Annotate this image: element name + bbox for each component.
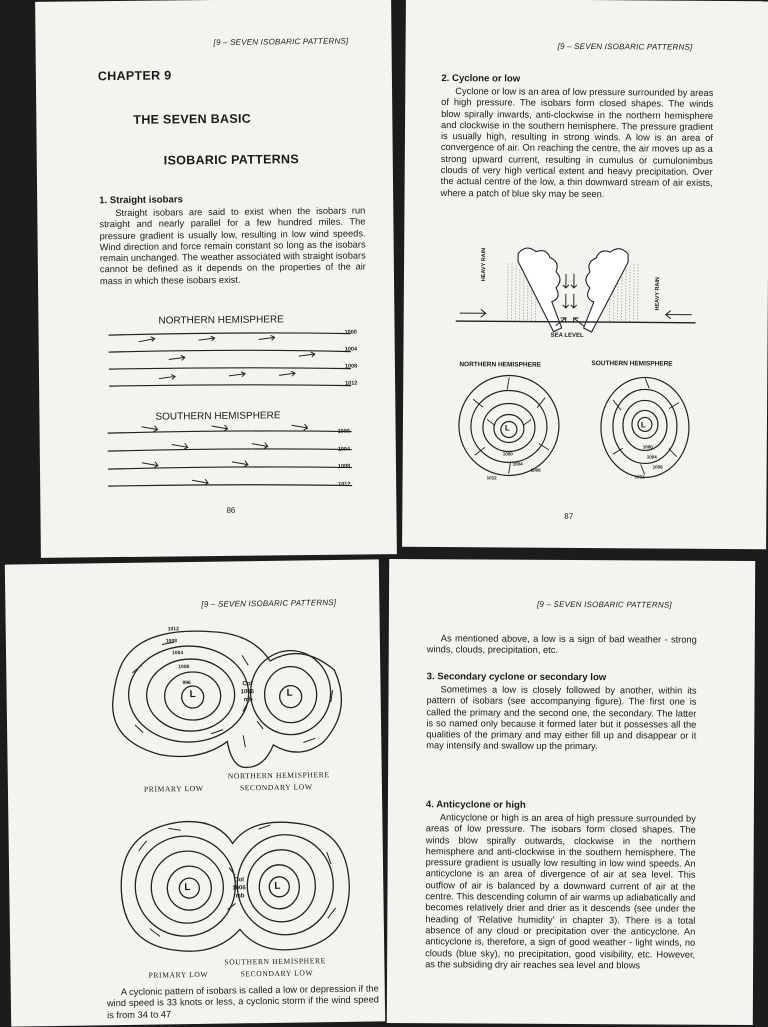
isobar-label: 1012	[167, 626, 179, 633]
section-text: Anticyclone or high is an area of high pressure surrounded by areas of low pressure. The isobars form closed shapes. The winds blow spirally outwards, clockwise in the northern hemisphere and anti-clockwise in the southern hemisphere. The pressure gradient is usually low resulting in low wind speeds. An anticyclone is an area of divergence of air at sea level. This outflow of air is balanced by a downward current of air at the centre. This descending column of air warms up adiabatically and becomes relatively drier and drier as it descends (see under the heading of 'Relative humidity' in chapter 3). There is a total absence of any cloud or precipitation over the anticyclone. An anticyclone is, therefore, a sign of good weather - light winds, no clouds (blue sky), no precipitation, good visibility, etc. However, as the subsiding dry air reaches sea level and blows	[425, 812, 696, 971]
col-label: Col	[234, 877, 244, 884]
southern-hemisphere-label: SOUTHERN HEMISPHERE	[591, 360, 673, 368]
section-heading: 2. Cyclone or low	[441, 72, 521, 85]
heavy-rain-label: HEAVY RAIN	[480, 247, 488, 282]
secondary-low-north-figure	[102, 620, 354, 773]
secondary-low-centre: L	[286, 687, 293, 699]
isobar-label: 1012	[634, 474, 645, 480]
isobar-label: 1000	[344, 329, 357, 336]
isobar-label: 1000	[502, 451, 513, 457]
isobar-label: 1000	[337, 428, 350, 435]
northern-hemisphere-label: NORTHERN HEMISPHERE	[158, 314, 284, 327]
section-heading: 4. Anticyclone or high	[425, 799, 526, 811]
heavy-rain-label: HEAVY RAIN	[654, 277, 661, 311]
low-centre-label: L	[504, 423, 510, 433]
isobar-label: 1012	[338, 481, 351, 488]
isobar-label: 1008	[337, 463, 351, 470]
col-value: 1006	[240, 689, 254, 696]
page-number: 86	[226, 505, 236, 515]
page-86	[35, 0, 397, 558]
primary-low-centre: L	[189, 688, 196, 701]
isobar-label: 1004	[512, 461, 523, 467]
section-text: Straight isobars are said to exist when the isobars run straight and nearly parallel for a few hundred miles. The pressure gradient is usually low, resulting in low wind speeds. Wind direction and force remain constant so long as the isobars remain unchanged. The weather associated with straight isobars cannot be defined as it depends on the properties of the air mass in which these isobars exist.	[99, 205, 366, 286]
chapter-title-line-1: THE SEVEN BASIC	[133, 111, 252, 127]
sea-level-label: SEA LEVEL	[550, 332, 584, 339]
primary-low-centre: L	[184, 882, 191, 894]
northern-hemisphere-label: NORTHERN HEMISPHERE	[459, 361, 542, 369]
section-heading: 1. Straight isobars	[99, 194, 183, 207]
page-87	[402, 0, 768, 549]
isobar-label: 996	[182, 680, 191, 687]
low-centre-label: L	[640, 420, 646, 430]
isobar-label: 1004	[646, 454, 657, 460]
hemisphere-label: SOUTHERN HEMISPHERE	[224, 956, 326, 967]
running-head: [9 – SEVEN ISOBARIC PATTERNS]	[213, 36, 349, 48]
isobar-label: 1004	[337, 446, 351, 453]
southern-hemisphere-label: SOUTHERN HEMISPHERE	[155, 410, 281, 423]
chapter-label: CHAPTER 9	[97, 68, 172, 84]
primary-low-label: PRIMARY LOW	[143, 783, 204, 794]
isobar-label: 1008	[652, 464, 663, 470]
isobar-label: 1012	[486, 475, 497, 481]
hemisphere-label: NORTHERN HEMISPHERE	[227, 770, 330, 781]
isobar-label: 1000	[642, 444, 653, 450]
secondary-low-label: SECONDARY LOW	[240, 968, 314, 979]
running-head: [9 – SEVEN ISOBARIC PATTERNS]	[201, 598, 337, 609]
section-heading: 3. Secondary cyclone or secondary low	[426, 671, 607, 684]
secondary-low-centre: L	[274, 880, 281, 892]
col-unit: mb	[235, 893, 245, 900]
page-number: 87	[564, 511, 574, 521]
primary-low-label: PRIMARY LOW	[148, 969, 209, 980]
running-head: [9 – SEVEN ISOBARIC PATTERNS]	[536, 599, 672, 610]
isobar-label: 1004	[344, 346, 358, 353]
isobar-label: 1004	[172, 650, 184, 657]
col-value: 1006	[232, 885, 246, 892]
secondary-low-label: SECONDARY LOW	[239, 782, 313, 793]
section-text: Cyclone or low is an area of low pressure surrounded by areas of high pressure. The isobars form closed shapes. The winds blow spirally inwards, anti-clockwise in the northern hemisphere and clockwise in the southern hemisphere. The pressure gradient is usually high, resulting in strong winds. A low is an area of convergence of air. On reaching the centre, the air moves up as a strong upward current, resulting in cumulus or cumulonimbus clouds of very high vertical extent and heavy precipitation. Over the actual centre of the low, a thin downward stream of air exists, where a patch of blue sky may be seen.	[440, 86, 714, 199]
chapter-title-line-2: ISOBARIC PATTERNS	[163, 152, 300, 168]
isobar-label: 1008	[344, 363, 358, 370]
page-88	[5, 559, 385, 1026]
col-label: Col	[242, 681, 253, 688]
section-text: Sometimes a low is closely followed by another, within its pattern of isobars (see accompanying figure). The first one is called the primary and the second one, the secondary. The latter is so named only because it formed later but it possesses all the qualities of the primary and may either fill up and disappear or it may intensify and swallow up the primary.	[426, 684, 697, 752]
bottom-text: A cyclonic pattern of isobars is called a low or depression if the wind speed is 33 knots or less, a cyclonic storm if the wind speed is from 34 to 47	[106, 983, 379, 1020]
isobar-label: 1012	[345, 380, 358, 387]
isobar-label: 1008	[530, 467, 541, 473]
page-89	[387, 559, 755, 1025]
col-unit: mb	[243, 697, 253, 704]
intro-text: As mentioned above, a low is a sign of bad weather - strong winds, clouds, precipitation, etc.	[426, 633, 697, 656]
isobar-label: 1000	[178, 664, 190, 671]
running-head: [9 – SEVEN ISOBARIC PATTERNS]	[557, 41, 693, 52]
isobar-label: 1008	[165, 638, 178, 645]
